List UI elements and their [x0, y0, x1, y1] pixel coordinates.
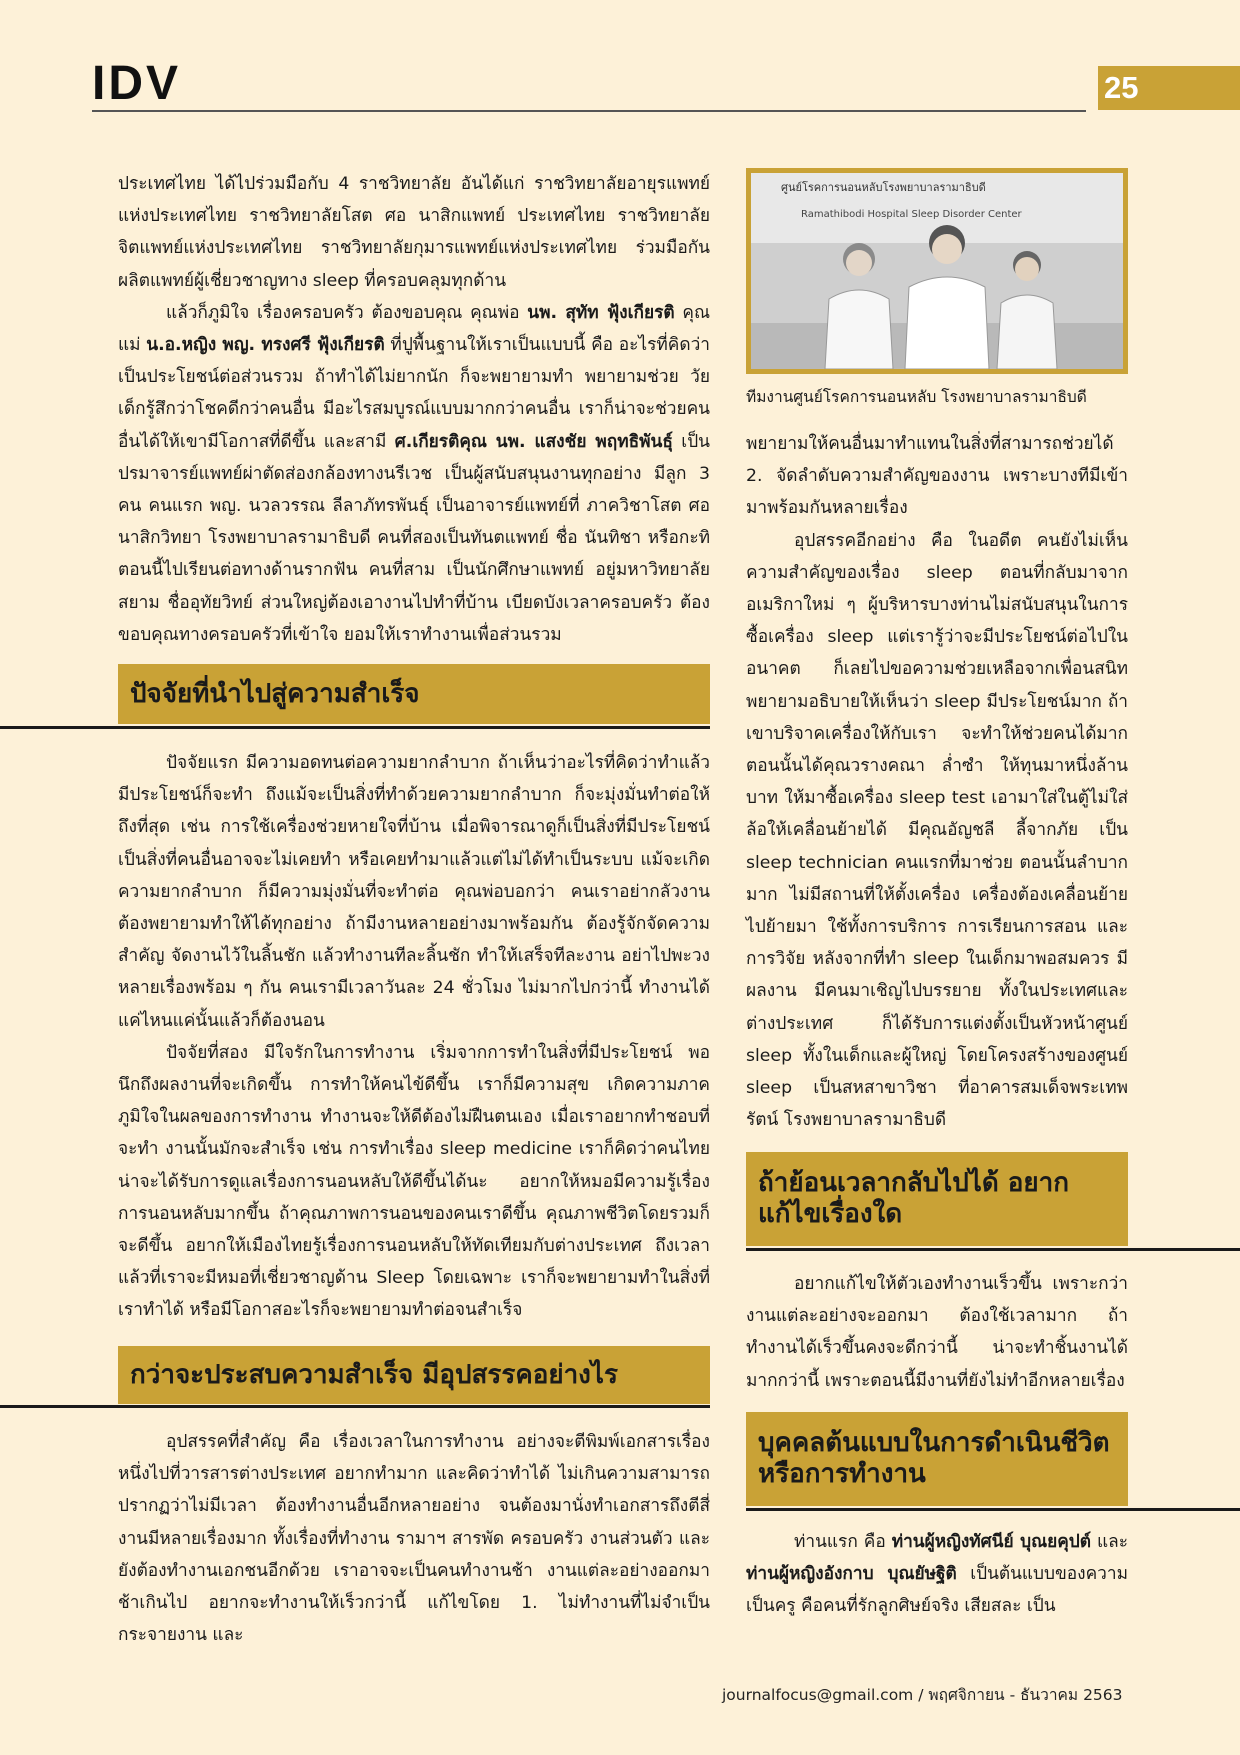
header-rule [92, 110, 1086, 112]
page-number: 25 [1098, 66, 1240, 110]
regret-text-block [746, 1268, 1128, 1397]
section-heading-regret: ถ้าย้อนเวลากลับไปได้ อยากแก้ไขเรื่องใด [746, 1152, 1128, 1246]
section-heading-success: ปัจจัยที่นำไปสู่ความสำเร็จ [118, 664, 710, 724]
magazine-logo: IDV [92, 57, 182, 110]
rolemodel-paragraph: ท่านแรก คือ ท่านผู้หญิงทัศนีย์ บุณยคุปต์ และท่านผู้หญิงอังกาบ บุณยัษฐิติ เป็นต้นแบบของความเป็นครู คือคนที่รักลูกศิษย์จริง เสียสละ เป็น [746, 1532, 1128, 1617]
section-heading-obstacle: กว่าจะประสบความสำเร็จ มีอุปสรรคอย่างไร [118, 1346, 710, 1404]
footer-contact: journalfocus@gmail.com / พฤศจิกายน - ธันวาคม 2563 [722, 1686, 1123, 1704]
photo-sign-text-en: Ramathibodi Hospital Sleep Disorder Center [801, 209, 1022, 220]
section-rule-obstacle [0, 1405, 710, 1408]
father-name: นพ. สุทัท ฟุ้งเกียรติ [527, 302, 675, 323]
success-text-block [118, 747, 710, 1327]
photo-caption: ทีมงานศูนย์โรคการนอนหลับ โรงพยาบาลรามาธิบดี [746, 388, 1087, 406]
success-paragraph-2: ปัจจัยที่สอง มีใจรักในการทำงาน เริ่มจากการทำในสิ่งที่มีประโยชน์ พอนึกถึงผลงานที่จะเกิดขึ้น การทำให้คนไข้ดีขึ้น เราก็มีความสุข เกิดความภาคภูมิใจในผลของการทำงาน ทำงานจะให้ดีต้องไม่ฝืนตนเอง เมื่อเราอยากทำชอบที่จะทำ งานนั้นมักจะสำเร็จ เช่น การทำเรื่อง sleep medicine เราก็คิดว่าคนไทยน่าจะได้รับการดูแลเรื่องการนอนหลับให้ดีขึ้นได้นะ อยากให้หมอมีความรู้เรื่องการนอนหลับมากขึ้น ถ้าคุณภาพการนอนของคนเราดีขึ้น คุณภาพชีวิตโดยรวมก็จะดีขึ้น อยากให้เมืองไทยรู้เรื่องการนอนหลับให้ทัดเทียมกับต่างประเทศ ถึงเวลาแล้วที่เราจะมีหมอที่เชี่ยวชาญด้าน Sleep โดยเฉพาะ เราก็จะพยายามทำในสิ่งที่เราทำได้ หรือมีโอกาสอะไรก็จะพยายามทำต่อจนสำเร็จ [118, 1042, 710, 1321]
left-intro-block [118, 168, 710, 651]
right-text-block [746, 428, 1128, 1136]
team-photo-image [751, 173, 1123, 369]
section-heading-rolemodel: บุคคลต้นแบบในการดำเนินชีวิตหรือการทำงาน [746, 1412, 1128, 1506]
team-photo [746, 168, 1128, 374]
rolemodel-name-2: ท่านผู้หญิงอังกาบ บุณยัษฐิติ [746, 1564, 957, 1585]
obstacle-text-block [118, 1426, 710, 1651]
obstacle-paragraph: อุปสรรคที่สำคัญ คือ เรื่องเวลาในการทำงาน อย่างจะตีพิมพ์เอกสารเรื่องหนึ่งไปที่วารสารต่างประเทศ อยากทำมาก และคิดว่าทำได้ ไม่เกินความสามารถ ปรากฏว่าไม่มีเวลา ต้องทำงานอื่นอีกหลายอย่าง จนต้องมานั่งทำเอกสารถึงตีสี่ งานมีหลายเรื่องมาก ทั้งเรื่องที่ทำงาน รามาฯ สารพัด ครอบครัว งานส่วนตัว และยังต้องทำงานเอกชนอีกด้วย เราอาจจะเป็นคนทำงานช้า งานแต่ละอย่างออกมาช้าเกินไป อยากจะทำงานให้เร็วกว่านี้ แก้ไขโดย 1. ไม่ทำงานที่ไม่จำเป็น กระจายงาน และ [118, 1432, 710, 1646]
section-rule-regret [746, 1248, 1240, 1251]
right-paragraph-2: อุปสรรคอีกอย่าง คือ ในอดีต คนยังไม่เห็นความสำคัญของเรื่อง sleep ตอนที่กลับมาจากอเมริกาใหม่ ๆ ผู้บริหารบางท่านไม่สนับสนุนในการซื้อเครื่อง sleep แต่เรารู้ว่าจะมีประโยชน์ต่อไปในอนาคต ก็เลยไปขอความช่วยเหลือจากเพื่อนสนิท พยายามอธิบายให้เห็นว่า sleep มีประโยชน์มาก ถ้าเขาบริจาคเครื่องให้กับเรา จะทำให้ช่วยคนได้มาก ตอนนั้นได้คุณวรางคณา ล่ำซำ ให้ทุนมาหนึ่งล้านบาท ให้มาซื้อเครื่อง sleep test เอามาใส่ในตู้ไม่ใส่ล้อให้เคลื่อนย้ายได้ มีคุณอัญชลี ลี้จากภัย เป็น sleep technician คนแรกที่มาช่วย ตอนนั้นลำบากมาก ไม่มีสถานที่ให้ตั้งเครื่อง เครื่องต้องเคลื่อนย้ายไปย้ายมา ใช้ทั้งการบริการ การเรียนการสอน และการวิจัย หลังจากที่ทำ sleep ในเด็กมาพอสมควร มีผลงาน มีคนมาเชิญไปบรรยาย ทั้งในประเทศและต่างประเทศ ก็ได้รับการแต่งตั้งเป็นหัวหน้าศูนย์ sleep ทั้งในเด็กและผู้ใหญ่ โดยโครงสร้างของศูนย์ sleep เป็นสหสาขาวิชา ที่อาคารสมเด็จพระเทพรัตน์ โรงพยาบาลรามาธิบดี [746, 530, 1128, 1131]
family-paragraph: แล้วก็ภูมิใจ เรื่องครอบครัว ต้องขอบคุณ คุณพ่อ นพ. สุทัท ฟุ้งเกียรติ คุณแม่ น.อ.หญิง พญ. ทรงศรี ฟุ้งเกียรติ ที่ปูพื้นฐานให้เราเป็นแบบนี้ คือ อะไรที่คิดว่าเป็นประโยชน์ต่อส่วนรวม ถ้าทำได้ไม่ยากนัก ก็จะพยายามทำ พยายามช่วย วัยเด็กรู้สึกว่าโชคดีกว่าคนอื่น มีอะไรสมบูรณ์แบบมากกว่าคนอื่น เราก็น่าจะช่วยคนอื่นได้ให้เขามีโอกาสที่ดีขึ้น และสามี ศ.เกียรติคุณ นพ. แสงชัย พฤทธิพันธุ์ เป็นปรมาจารย์แพทย์ผ่าตัดส่องกล้องทางนรีเวช เป็นผู้สนับสนุนงานทุกอย่าง มีลูก 3 คน คนแรก พญ. นวลวรรณ ลีลาภัทรพันธุ์ เป็นอาจารย์แพทย์ที่ ภาควิชาโสต ศอ นาสิกวิทยา โรงพยาบาลรามาธิบดี คนที่สองเป็นทันตแพทย์ ชื่อ นันทิชา หรือกะทิ ตอนนี้ไปเรียนต่อทางด้านรากฟัน คนที่สาม เป็นนักศึกษาแพทย์ อยู่มหาวิทยาลัยสยาม ชื่ออุทัยวิทย์ ส่วนใหญ่ต้องเอางานไปทำที่บ้าน เบียดบังเวลาครอบครัว ต้องขอบคุณทางครอบครัวที่เข้าใจ ยอมให้เราทำงานเพื่อส่วนรวม [118, 302, 710, 645]
section-rule-rolemodel [746, 1508, 1240, 1511]
mother-name: น.อ.หญิง พญ. ทรงศรี ฟุ้งเกียรติ [146, 335, 385, 356]
husband-name: ศ.เกียรติคุณ นพ. แสงชัย พฤทธิพันธุ์ [394, 431, 673, 452]
rolemodel-name-1: ท่านผู้หญิงทัศนีย์ บุณยคุปต์ [891, 1532, 1091, 1552]
intro-paragraph: ประเทศไทย ได้ไปร่วมมือกับ 4 ราชวิทยาลัย อันได้แก่ ราชวิทยาลัยอายุรแพทย์แห่งประเทศไทย ราชวิทยาลัยโสต ศอ นาสิกแพทย์ ประเทศไทย ราชวิทยาลัยจิตแพทย์แห่งประเทศไทย ราชวิทยาลัยกุมารแพทย์แห่งประเทศไทย ร่วมมือกันผลิตแพทย์ผู้เชี่ยวชาญทาง sleep ที่ครอบคลุมทุกด้าน [118, 174, 710, 291]
photo-sign-text: ศูนย์โรคการนอนหลับโรงพยาบาลรามาธิบดี [781, 181, 986, 194]
section-rule-success [0, 726, 710, 729]
right-paragraph-1: พยายามให้คนอื่นมาทำแทนในสิ่งที่สามารถช่วยได้ 2. จัดลำดับความสำคัญของงาน เพราะบางทีมีเข้ามาพร้อมกันหลายเรื่อง [746, 434, 1128, 519]
rolemodel-text-block [746, 1526, 1128, 1623]
success-paragraph-1: ปัจจัยแรก มีความอดทนต่อความยากลำบาก ถ้าเห็นว่าอะไรที่คิดว่าทำแล้วมีประโยชน์ก็จะทำ ถึงแม้จะเป็นสิ่งที่ทำด้วยความยากลำบาก ก็จะมุ่งมั่นทำต่อให้ถึงที่สุด เช่น การใช้เครื่องช่วยหายใจที่บ้าน เมื่อพิจารณาดูก็เป็นสิ่งที่มีประโยชน์ เป็นสิ่งที่คนอื่นอาจจะไม่เคยทำ หรือเคยทำมาแล้วแต่ไม่ได้ทำเป็นระบบ แม้จะเกิดความยากลำบาก ก็มีความมุ่งมั่นที่จะทำต่อ คุณพ่อบอกว่า คนเราอย่ากลัวงาน ต้องพยายามทำให้ได้ทุกอย่าง ถ้ามีงานหลายอย่างมาพร้อมกัน ต้องรู้จักจัดความสำคัญ จัดงานไว้ในลิ้นชัก แล้วทำงานทีละลิ้นชัก ทำให้เสร็จทีละงาน อย่าไปพะวงหลายเรื่องพร้อม ๆ กัน คนเรามีเวลาวันละ 24 ชั่วโมง ไม่มากไปกว่านี้ ทำงานได้แค่ไหนแค่นั้นแล้วก็ต้องนอน [118, 753, 710, 1031]
regret-paragraph: อยากแก้ไขให้ตัวเองทำงานเร็วขึ้น เพราะกว่างานแต่ละอย่างจะออกมา ต้องใช้เวลามาก ถ้าทำงานได้เร็วขึ้นคงจะดีกว่านี้ น่าจะทำชิ้นงานได้มากกว่านี้ เพราะตอนนี้มีงานที่ยังไม่ทำอีกหลายเรื่อง [746, 1274, 1128, 1391]
